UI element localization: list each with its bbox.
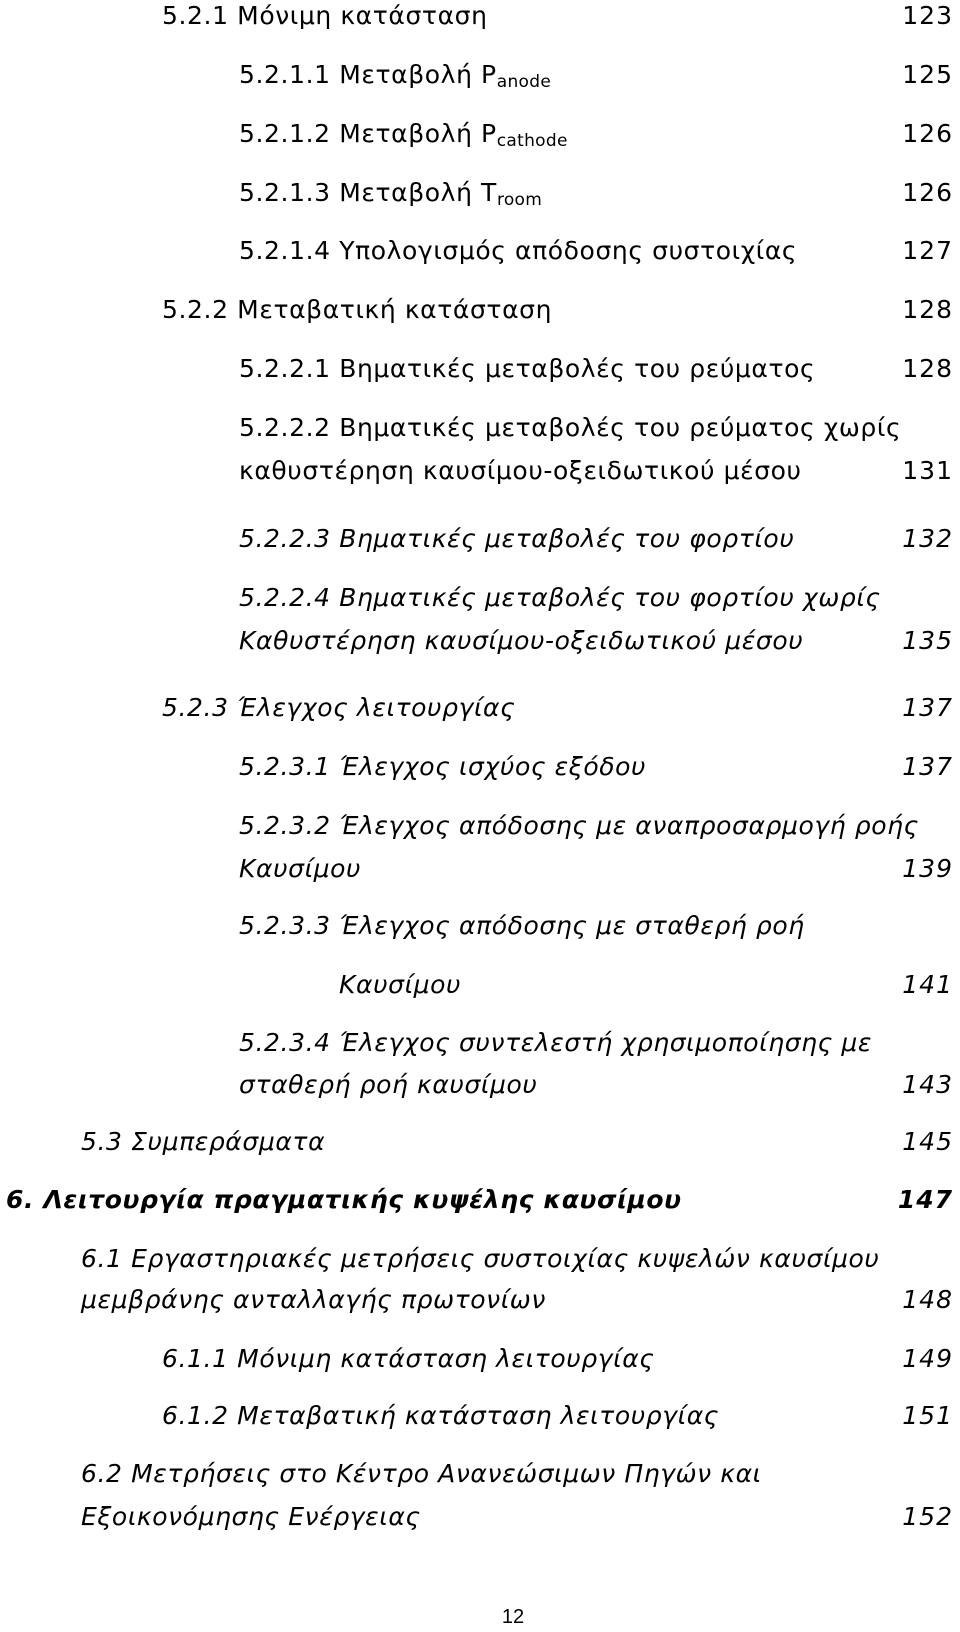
toc-entry-page: 143 bbox=[902, 1070, 953, 1099]
toc-entry-page: 135 bbox=[902, 626, 953, 655]
toc-entry-text-cont: Καυσίμου bbox=[239, 854, 362, 883]
toc-entry-page: 149 bbox=[902, 1344, 953, 1373]
toc-entry-text: 6.1.2 Μεταβατική κατάσταση λειτουργίας bbox=[162, 1401, 720, 1430]
toc-entry-text-cont: Καυσίμου bbox=[339, 970, 462, 999]
toc-entry-text-cont: μεμβράνης ανταλλαγής πρωτονίων bbox=[81, 1285, 546, 1314]
toc-entry-text: 5.2.2.1 Βηματικές μεταβολές του ρεύματος bbox=[239, 354, 816, 383]
toc-entry-text: 5.2.3.2 Έλεγχος απόδοσης με αναπροσαρμογή ροής bbox=[239, 811, 919, 840]
toc-entry-text-cont: σταθερή ροή καυσίμου bbox=[239, 1070, 538, 1099]
toc-entry-page: 137 bbox=[902, 693, 953, 722]
toc-entry-text: 6.1.1 Μόνιμη κατάσταση λειτουργίας bbox=[162, 1344, 655, 1373]
toc-entry-text: 6.1 Εργαστηριακές μετρήσεις συστοιχίας κυψελών καυσίμου bbox=[81, 1244, 880, 1273]
toc-entry-page: 139 bbox=[902, 854, 953, 883]
toc-entry-text: 5.2.1.4 Υπολογισμός απόδοσης συστοιχίας bbox=[239, 236, 798, 265]
toc-entry-page: 125 bbox=[902, 60, 953, 89]
toc-entry-text: 5.2.3.1 Έλεγχος ισχύος εξόδου bbox=[239, 752, 647, 781]
toc-entry-text: 5.2.3 Έλεγχος λειτουργίας bbox=[162, 693, 516, 722]
toc-entry-page: 152 bbox=[902, 1502, 953, 1531]
toc-entry-page: 127 bbox=[902, 236, 953, 265]
toc-entry-page: 126 bbox=[902, 119, 953, 148]
toc-entry-page: 128 bbox=[902, 354, 953, 383]
toc-entry-text-cont: Καθυστέρηση καυσίμου-οξειδωτικού μέσου bbox=[239, 626, 804, 655]
toc-entry-text: 5.3 Συμπεράσματα bbox=[81, 1127, 326, 1156]
toc-entry-page: 123 bbox=[902, 1, 953, 30]
toc-entry-text: 5.2.1.3 Μεταβολή $T_{room}$ bbox=[239, 178, 543, 210]
toc-entry-text: 5.2.1 Μόνιμη κατάσταση bbox=[162, 1, 488, 30]
toc-entry-text-cont: Εξοικονόμησης Ενέργειας bbox=[81, 1502, 421, 1531]
page-number: 12 bbox=[501, 1606, 525, 1628]
toc-entry-text: 5.2.3.4 Έλεγχος συντελεστή χρησιμοποίησης με bbox=[239, 1028, 873, 1057]
toc-chapter-heading: 6. Λειτουργία πραγματικής κυψέλης καυσίμου bbox=[6, 1185, 682, 1214]
toc-entry-text: 5.2.1.2 Μεταβολή $P_{cathode}$ bbox=[239, 119, 568, 151]
toc-entry-text: 6.2 Μετρήσεις στο Κέντρο Ανανεώσιμων Πηγών και bbox=[81, 1459, 762, 1488]
toc-entry-page: 137 bbox=[902, 752, 953, 781]
toc-entry-page: 141 bbox=[902, 970, 953, 999]
toc-entry-page: 145 bbox=[902, 1127, 953, 1156]
toc-entry-text: 5.2.2.4 Βηματικές μεταβολές του φορτίου χωρίς bbox=[239, 583, 881, 612]
toc-entry-page: 148 bbox=[902, 1285, 953, 1314]
toc-entry-page: 126 bbox=[902, 178, 953, 207]
toc-entry-page: 147 bbox=[897, 1185, 953, 1214]
toc-entry-text: 5.2.1.1 Μεταβολή $P_{anode}$ bbox=[239, 60, 552, 92]
toc-entry-page: 131 bbox=[902, 456, 953, 485]
toc-entry-page: 132 bbox=[902, 524, 953, 553]
toc-entry-text: 5.2.3.3 Έλεγχος απόδοσης με σταθερή ροή bbox=[239, 911, 805, 940]
toc-entry-text: 5.2.2.3 Βηματικές μεταβολές του φορτίου bbox=[239, 524, 795, 553]
toc-entry-text: 5.2.2.2 Βηματικές μεταβολές του ρεύματος χωρίς bbox=[239, 413, 902, 442]
toc-entry-text-cont: καθυστέρηση καυσίμου-οξειδωτικού μέσου bbox=[239, 456, 802, 485]
toc-entry-page: 151 bbox=[902, 1401, 953, 1430]
toc-entry-page: 128 bbox=[902, 295, 953, 324]
toc-entry-text: 5.2.2 Μεταβατική κατάσταση bbox=[162, 295, 553, 324]
